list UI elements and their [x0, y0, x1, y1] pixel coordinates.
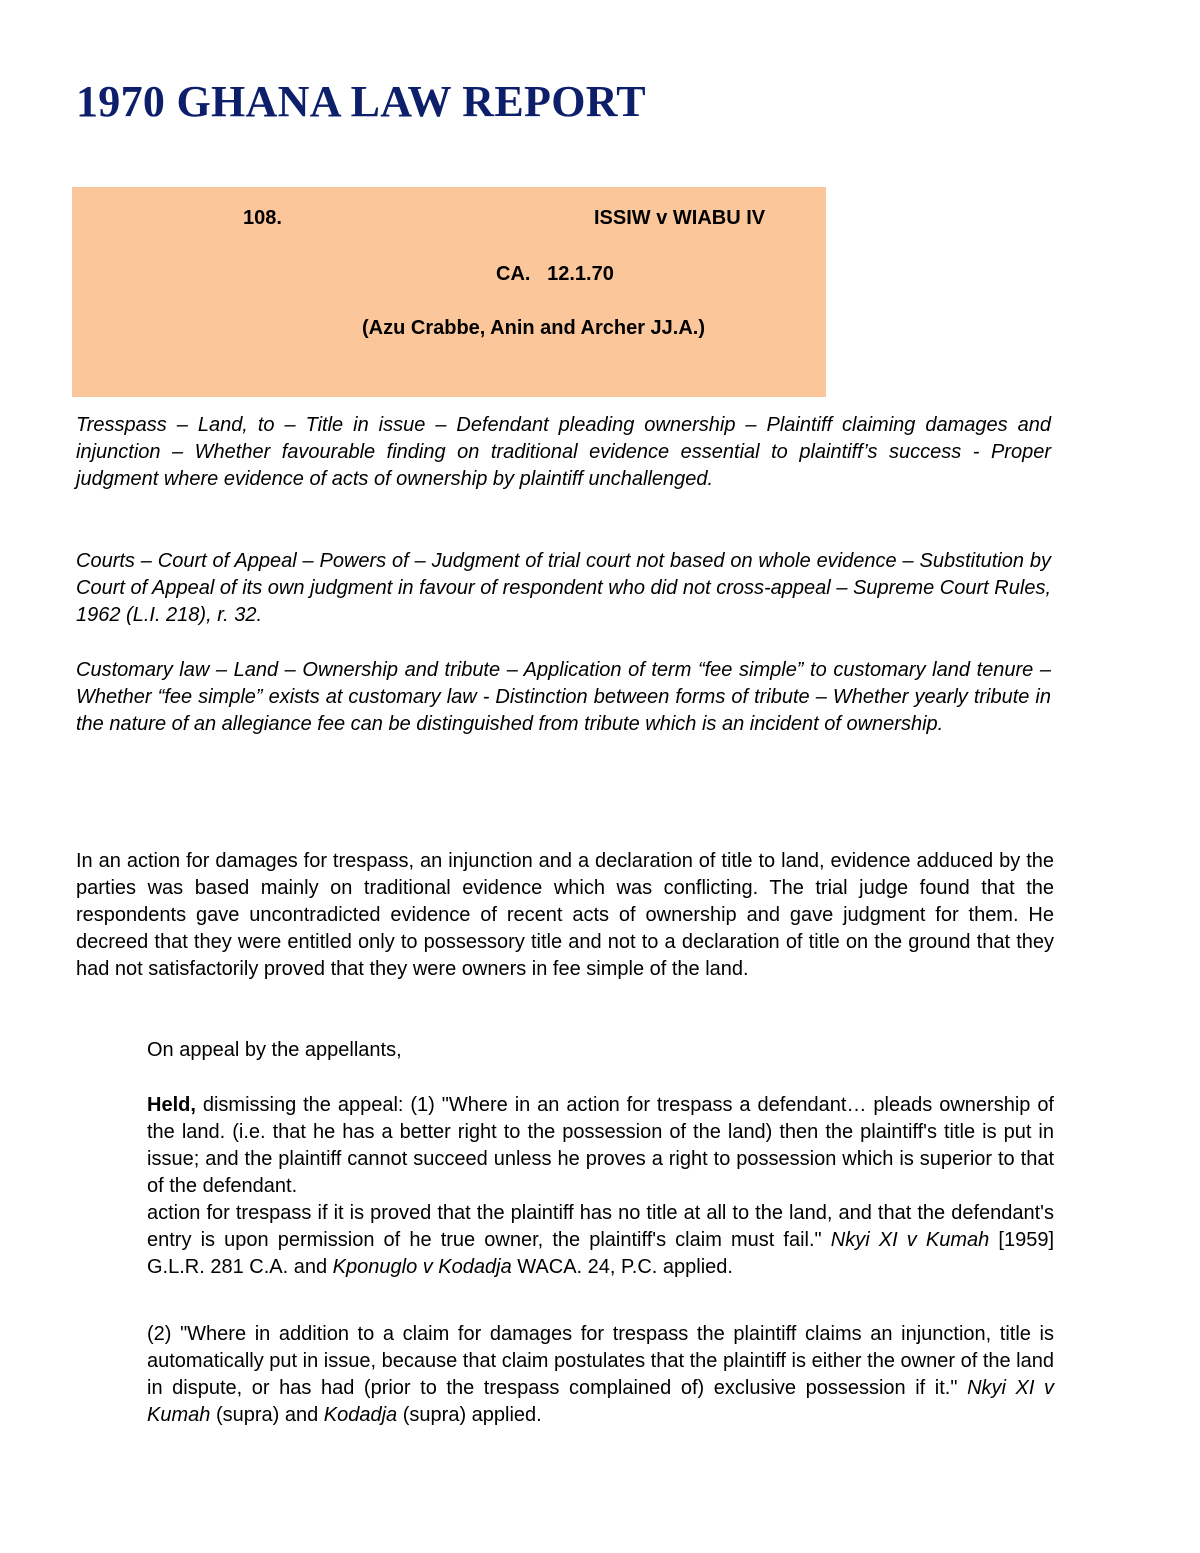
on-appeal-line: On appeal by the appellants,: [147, 1039, 402, 1061]
held-2-after-case-2: (supra) applied.: [402, 1404, 542, 1426]
case-judges: (Azu Crabbe, Anin and Archer JJ.A.): [362, 317, 706, 339]
held-continuation: action for trespass if it is proved that the plaintiff has no title at all to the land, and that the defendant's entry is upon permission of he true owner, the plaintiff's claim must fail.": [147, 1202, 1054, 1251]
held-2-text: (2) "Where in addition to a claim for damages for trespass the plaintiff claims an injunction, title is automatically put in issue, because that claim postulates that the plaintiff is either the owner of the land in dispute, or has had (prior to the trespass complained of) exclusive possession if it.": [147, 1323, 1054, 1399]
held-label: Held,: [147, 1094, 196, 1116]
held-2-case-1: Nkyi XI v Kumah: [147, 1377, 1055, 1426]
catchwords-courts: Courts – Court of Appeal – Powers of – Judgment of trial court not based on whole evidence – Substitution by Court of Appeal of its own judgment in favour of respondent who did not cross-appeal – Supreme Court Rules, 1962 (L.I. 218), r. 32.: [76, 550, 1051, 626]
held-case-1: Nkyi XI v Kumah: [830, 1229, 990, 1251]
catchwords-customary-law: Customary law – Land – Ownership and tribute – Application of term “fee simple” to customary land tenure – Whether “fee simple” exists at customary law - Distinction between forms of tribute – Whether yearly tribute in the nature of an allegiance fee can be distinguished from tribute which is an incident of ownership.: [76, 659, 1051, 735]
held-case-2: Kponuglo v Kodadja: [332, 1256, 512, 1278]
report-title: 1970 GHANA LAW REPORT: [76, 77, 646, 126]
catchwords-trespass: Tresspass – Land, to – Title in issue – Defendant pleading ownership – Plaintiff claiming damages and injunction – Whether favourable finding on traditional evidence essential to plaintiff’s success - Proper judgment where evidence of acts of ownership by plaintiff unchallenged.: [76, 414, 1051, 490]
held-continuation-part: [147, 1200, 1054, 1281]
held-2-after-case-1: (supra) and: [215, 1404, 319, 1426]
case-parties: ISSIW v WIABU IV: [594, 207, 766, 229]
held-first-part: [147, 1092, 1054, 1200]
headnote-paragraph: In an action for damages for trespass, an injunction and a declaration of title to land, evidence adduced by the parties was based mainly on traditional evidence which was conflicting. The trial judge found that the respondents gave uncontradicted evidence of recent acts of ownership and gave judgment for them. He decreed that they were entitled only to possessory title and not to a declaration of title on the ground that they had not satisfactorily proved that they were owners in fee simple of the land.: [76, 850, 1054, 980]
held-text: dismissing the appeal: (1) "Where in an action for trespass a defendant… pleads ownership of the land. (i.e. that he has a better right to the possession of the land) then the plaintiff's title is put in issue; and the plaintiff cannot succeed unless he proves a right to possession which is superior to that of the defendant.: [147, 1094, 1054, 1197]
held-citation-2: WACA. 24, P.C. applied.: [517, 1256, 733, 1278]
held-paragraph: [147, 1092, 1054, 1281]
held-2-paragraph: [147, 1321, 1054, 1429]
case-court-date: CA. 12.1.70: [496, 263, 614, 285]
case-number: 108.: [243, 207, 282, 229]
held-citation-1: [1959] G.L.R. 281 C.A. and: [147, 1229, 1055, 1278]
case-header-box: [72, 187, 826, 397]
held-2-case-2: Kodadja: [323, 1404, 398, 1426]
